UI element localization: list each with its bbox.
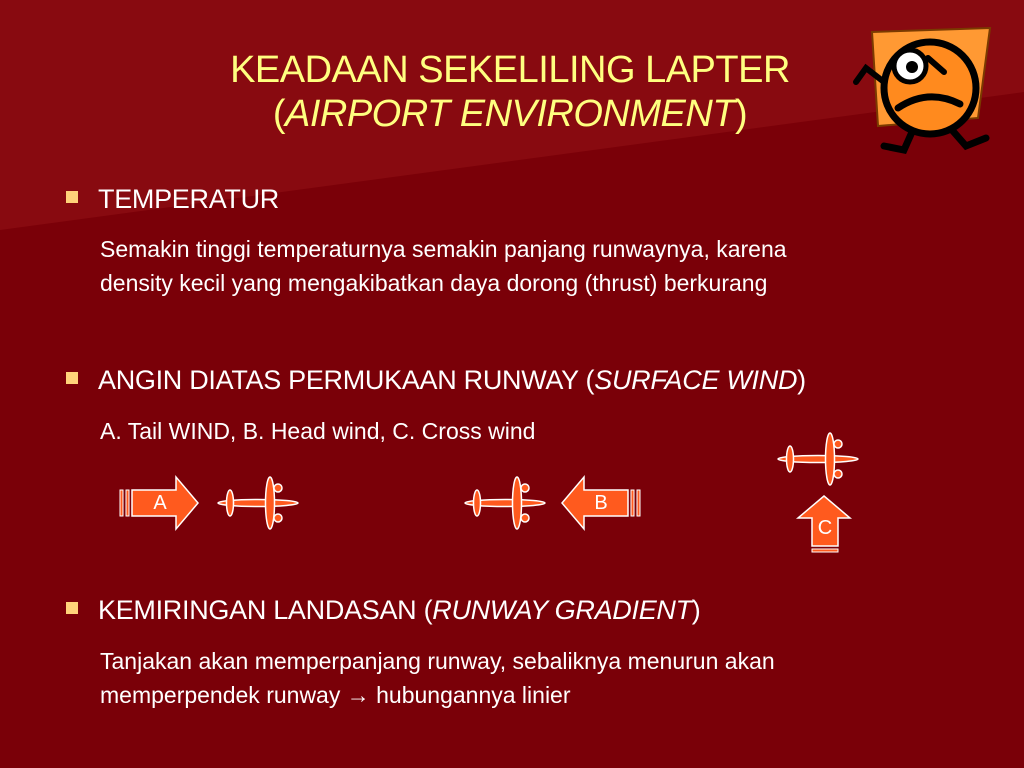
surface-wind-description: A. Tail WIND, B. Head wind, C. Cross wind [100, 418, 536, 444]
plane-a-icon [218, 477, 298, 529]
bullet-surface-wind: ANGIN DIATAS PERMUKAAN RUNWAY (SURFACE WIND) [66, 363, 806, 397]
label-c: C [817, 517, 833, 539]
label-a: A [153, 492, 167, 514]
title-line-2: (AIRPORT ENVIRONMENT) [272, 93, 748, 135]
bullet-temperatur: TEMPERATUR [66, 182, 279, 216]
plane-b-icon [465, 477, 545, 529]
runway-gradient-description: Tanjakan akan memperpanjang runway, sebaliknya menurun akan memperpendek runway → hubungannya linier [100, 648, 775, 708]
bullet-runway-gradient: KEMIRINGAN LANDASAN (RUNWAY GRADIENT) [66, 593, 701, 627]
label-b: B [594, 492, 608, 514]
title-line-1: KEADAAN SEKELILING LAPTER [230, 49, 790, 91]
bullet-square-icon [66, 602, 78, 614]
temperatur-description: Semakin tinggi temperaturnya semakin panjang runwaynya, karena density kecil yang mengakibatkan daya dorong (thrust) berkurang [100, 236, 787, 296]
plane-c-icon [778, 433, 858, 485]
